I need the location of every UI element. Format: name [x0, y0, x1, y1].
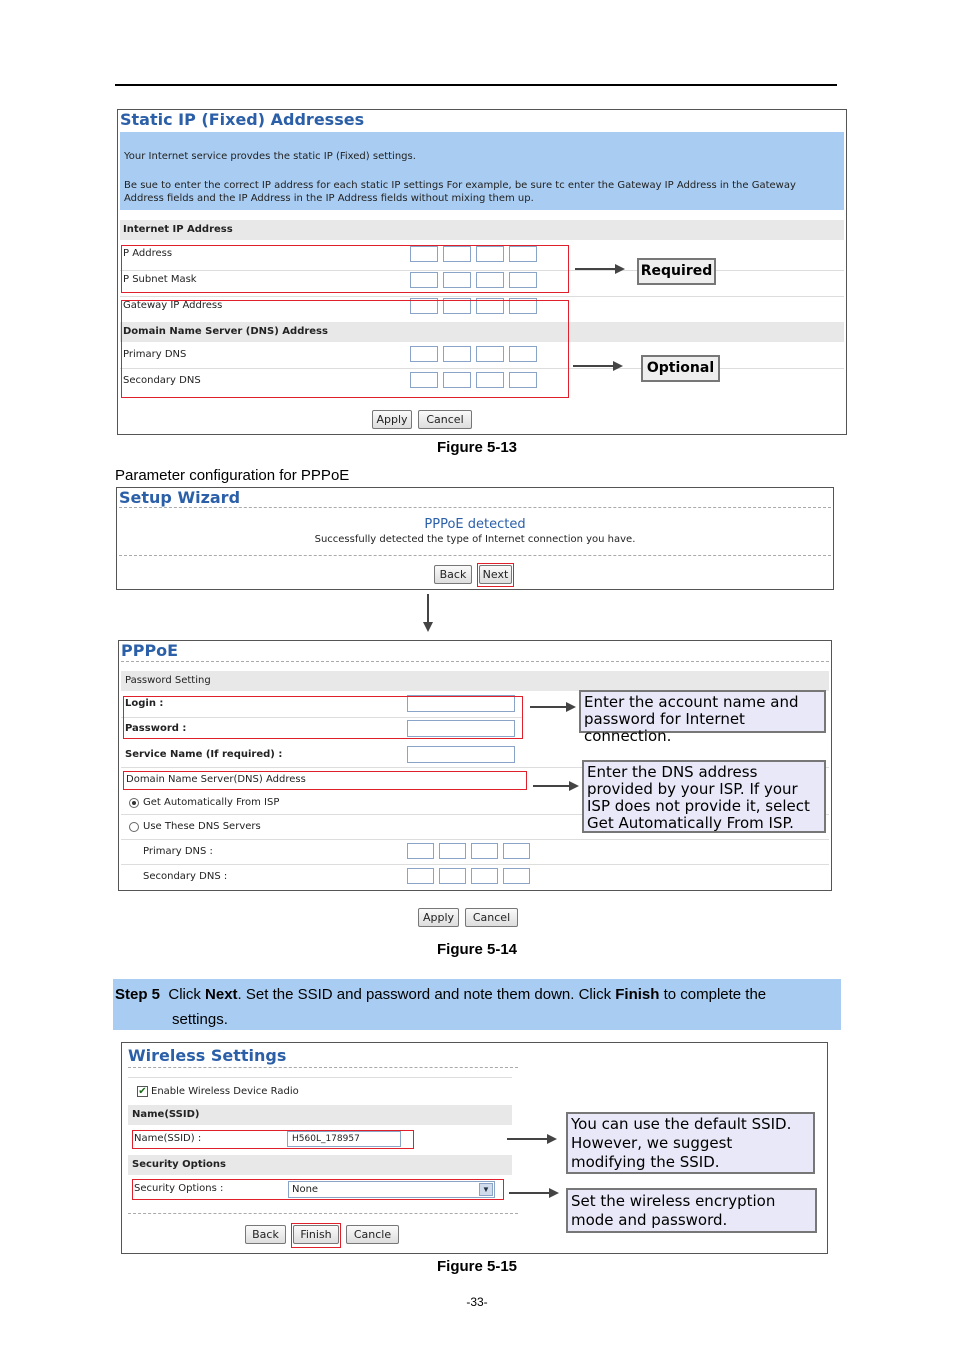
- gateway-label: Gateway IP Address: [123, 300, 223, 311]
- panel-title: Wireless Settings: [128, 1046, 287, 1065]
- detected-title: PPPoE detected: [424, 517, 526, 532]
- info-text-2: Be sue to enter the correct IP address for each static IP settings For example, be sure tc enter the Gateway IP Address in the Gateway Address fields and the IP Address in the IP Address fields without mixing them up.: [124, 180, 796, 204]
- arrow-right-icon: [533, 779, 579, 793]
- password-label: Password :: [125, 723, 187, 734]
- enable-radio-row: [128, 1077, 512, 1103]
- section-dns: Domain Name Server (DNS) Address: [120, 322, 844, 342]
- next-button[interactable]: Next: [479, 565, 512, 584]
- security-label: Security Options :: [134, 1183, 224, 1194]
- secondary-dns-label: Secondary DNS :: [143, 871, 228, 882]
- radio-use-these[interactable]: Use These DNS Servers: [129, 821, 261, 832]
- arrow-right-icon: [573, 359, 623, 373]
- section-internet-ip: Internet IP Address: [120, 220, 844, 240]
- secondary-dns-label: Secondary DNS: [123, 375, 201, 386]
- subnet-mask-label: P Subnet Mask: [123, 274, 197, 285]
- detected-desc: Successfully detected the type of Internet connection you have.: [314, 534, 636, 545]
- cancel-button[interactable]: Cancle: [346, 1225, 399, 1244]
- panel-title: Static IP (Fixed) Addresses: [120, 110, 365, 129]
- page-number: -33-: [466, 1295, 488, 1309]
- cancel-button[interactable]: Cancel: [418, 410, 472, 429]
- arrow-down-icon: [421, 594, 435, 634]
- secondary-dns-input[interactable]: [407, 868, 530, 884]
- service-name-label: Service Name (If required) :: [125, 749, 283, 760]
- login-highlight: [123, 696, 523, 739]
- optional-highlight: [121, 300, 569, 398]
- finish-button[interactable]: Finish: [293, 1225, 339, 1244]
- step-label: Step 5: [115, 986, 161, 1003]
- static-ip-panel: [117, 109, 847, 435]
- security-select[interactable]: None ▼: [288, 1181, 495, 1198]
- chevron-down-icon: ▼: [479, 1183, 493, 1196]
- enable-radio-checkbox[interactable]: ✔ Enable Wireless Device Radio: [138, 1086, 299, 1097]
- figure-caption: Figure 5-14: [436, 941, 518, 958]
- login-label: Login :: [125, 698, 164, 709]
- login-callout: Enter the account name and password for Internet connection.: [579, 690, 826, 733]
- info-text-1: Your Internet service provdes the static IP (Fixed) settings.: [124, 151, 416, 162]
- header-rule: [115, 84, 837, 86]
- service-name-input[interactable]: [407, 746, 515, 763]
- cancel-button[interactable]: Cancel: [465, 908, 518, 927]
- optional-tag: Optional: [641, 355, 720, 382]
- ssid-label: Name(SSID) :: [134, 1133, 202, 1144]
- required-highlight: [121, 245, 569, 293]
- checkbox-checked-icon: ✔: [138, 1086, 147, 1097]
- figure-caption: Figure 5-15: [436, 1258, 518, 1275]
- figure-caption: Figure 5-13: [436, 439, 518, 456]
- dns-callout: Enter the DNS address provided by your ISP. If your ISP does not provide it, select Get Automatically From ISP.: [582, 760, 826, 833]
- arrow-right-icon: [507, 1132, 557, 1146]
- arrow-right-icon: [575, 262, 625, 276]
- section-ssid: Name(SSID): [128, 1105, 512, 1125]
- section-password: Password Setting: [121, 671, 829, 691]
- radio-unselected-icon: [129, 822, 139, 832]
- arrow-right-icon: [509, 1186, 559, 1200]
- security-callout: Set the wireless encryption mode and password.: [566, 1188, 817, 1233]
- section-security: Security Options: [128, 1155, 512, 1175]
- info-box: [120, 132, 844, 210]
- dns-section-label: Domain Name Server(DNS) Address: [126, 774, 306, 785]
- arrow-right-icon: [530, 700, 576, 714]
- panel-title: PPPoE: [121, 641, 179, 660]
- primary-dns-label: Primary DNS: [123, 349, 187, 360]
- primary-dns-input[interactable]: [407, 843, 530, 859]
- panel-title: Setup Wizard: [119, 488, 241, 507]
- back-button[interactable]: Back: [245, 1225, 286, 1244]
- radio-selected-icon: [129, 798, 139, 808]
- back-button[interactable]: Back: [434, 565, 472, 584]
- radio-get-auto[interactable]: Get Automatically From ISP: [129, 797, 279, 808]
- apply-button[interactable]: Apply: [418, 908, 459, 927]
- apply-button[interactable]: Apply: [372, 410, 412, 429]
- primary-dns-label: Primary DNS :: [143, 846, 213, 857]
- ip-address-label: P Address: [123, 248, 173, 259]
- paragraph: Parameter configuration for PPPoE: [115, 467, 350, 484]
- ssid-input[interactable]: H560L_178957: [287, 1131, 401, 1147]
- setup-wizard-panel: [116, 487, 834, 590]
- required-tag: Required: [637, 258, 716, 285]
- ssid-callout: You can use the default SSID. However, we suggest modifying the SSID.: [566, 1112, 815, 1174]
- step-bar: Step 5 Click Next. Set the SSID and password and note them down. Click Finish to complete the settings.: [113, 979, 841, 1030]
